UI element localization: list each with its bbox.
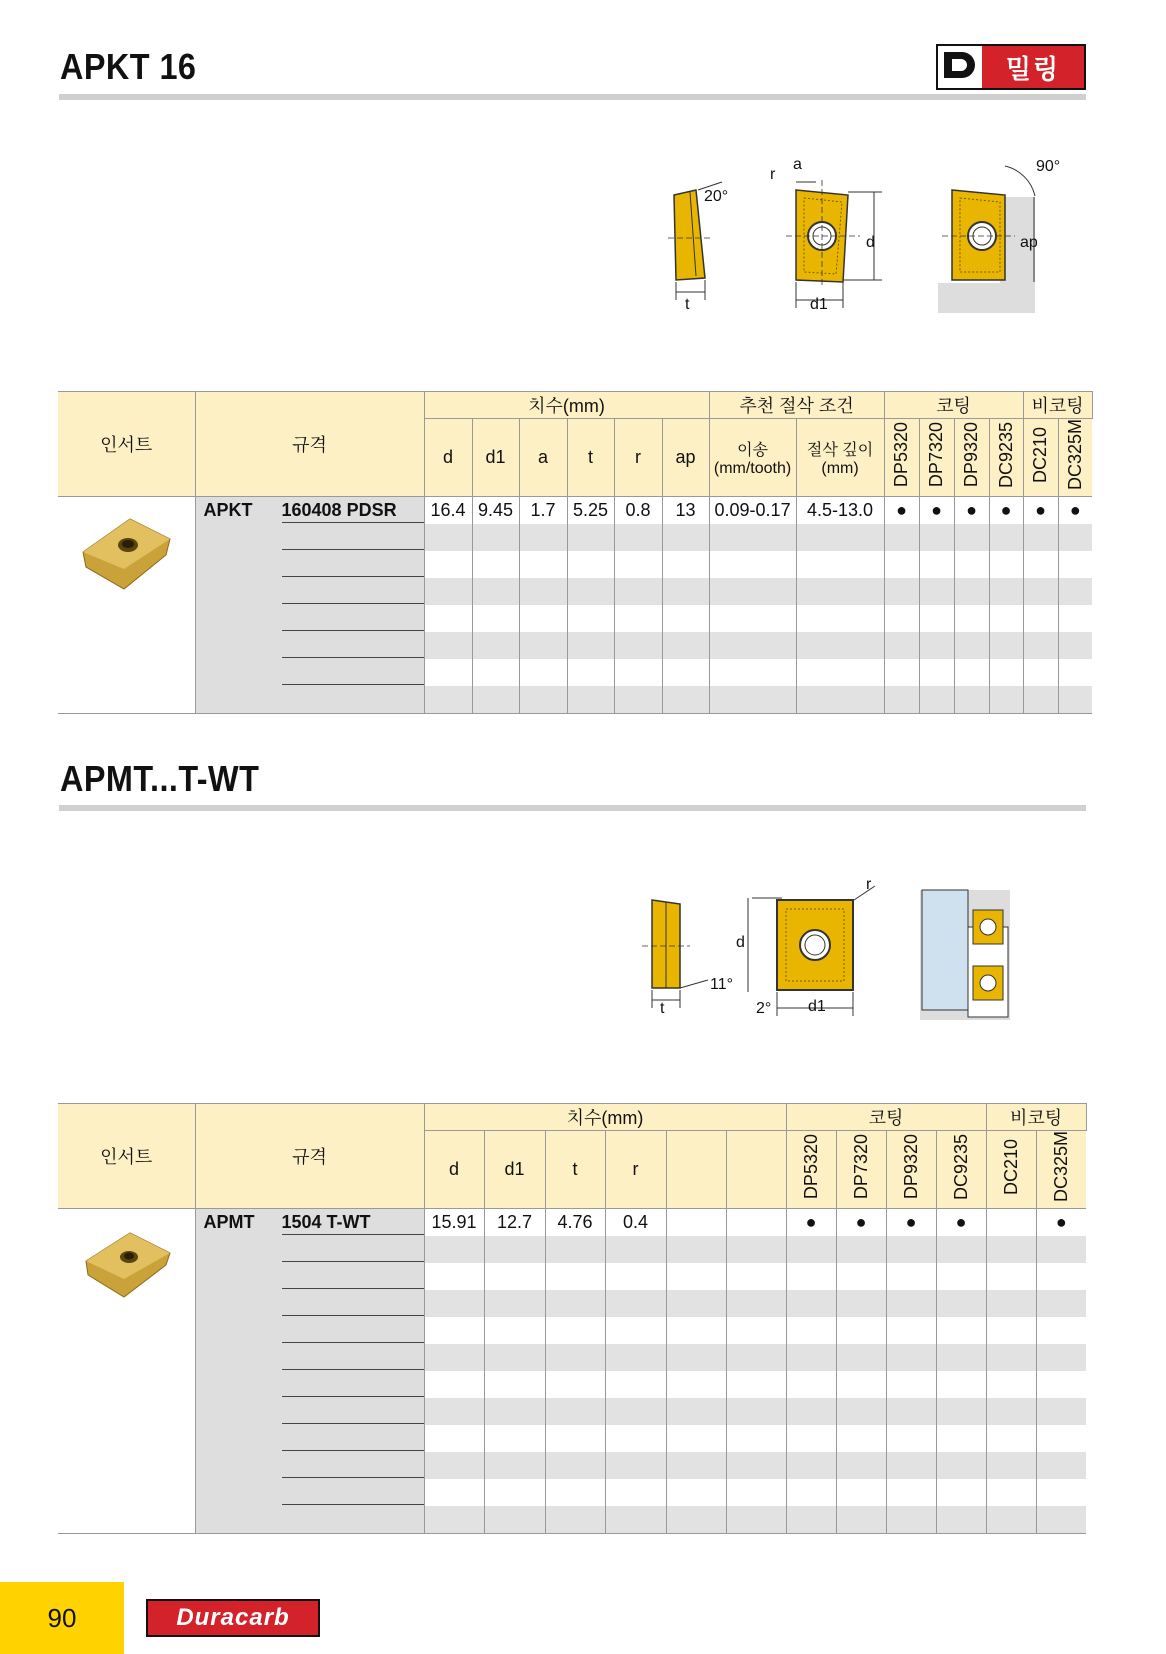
value-t: 5.25 <box>567 497 614 525</box>
page-number: 90 <box>0 1582 124 1654</box>
grade-dc210: DC210 <box>1030 426 1051 484</box>
apmt-header-dimensions: 치수(mm) <box>424 1104 786 1131</box>
label-d1: d1 <box>810 296 828 313</box>
apmt-avail-dc9235: ● <box>936 1209 986 1237</box>
header-depth <box>796 419 884 497</box>
apmt-grade-dc210: DC210 <box>1000 1138 1021 1196</box>
grade-dp5320: DP5320 <box>891 422 912 488</box>
apmt-insert-image-cell <box>58 1209 195 1534</box>
header-cutting-conditions: 추천 절삭 조건 <box>709 392 884 419</box>
apkt-insert-photo <box>58 497 195 597</box>
header-coated: 코팅 <box>884 392 1023 419</box>
header-feed <box>709 419 796 497</box>
avail-dp7320: ● <box>919 497 954 525</box>
spec-cell <box>195 497 424 714</box>
header-dim-t: t <box>567 419 614 497</box>
label-r: r <box>770 166 776 183</box>
value-d: 16.4 <box>424 497 472 525</box>
apmt-value-d: 15.91 <box>424 1209 484 1237</box>
apmt-header-dim-d: d <box>424 1131 484 1209</box>
header-uncoated: 비코팅 <box>1023 392 1092 419</box>
apmt-header-insert: 인서트 <box>58 1104 195 1209</box>
apmt-value-t: 4.76 <box>545 1209 605 1237</box>
apmt-header-dim-t: t <box>545 1131 605 1209</box>
apmt-avail-dc210 <box>986 1209 1036 1237</box>
label-d: d <box>866 234 875 251</box>
grade-dp7320: DP7320 <box>926 422 947 488</box>
brand-logo <box>936 44 1086 90</box>
value-ap: 13 <box>662 497 709 525</box>
header-dim-a: a <box>519 419 567 497</box>
brand-logo-text: 밀링 <box>982 46 1084 88</box>
apmt-value-d1: 12.7 <box>484 1209 545 1237</box>
apmt-header-coated: 코팅 <box>786 1104 986 1131</box>
header-dim-d1: d1 <box>472 419 519 497</box>
apmt-grade-dp5320: DP5320 <box>800 1134 821 1200</box>
header-dim-r: r <box>614 419 662 497</box>
apmt-avail-dp9320: ● <box>886 1209 936 1237</box>
apmt-grade-dp9320: DP9320 <box>900 1134 921 1200</box>
insert-image-cell <box>58 497 195 714</box>
header-dimensions: 치수(mm) <box>424 392 709 419</box>
value-a: 1.7 <box>519 497 567 525</box>
apmt-spec-cell <box>195 1209 424 1534</box>
spec-prefix: APKT <box>203 500 253 520</box>
header-dim-ap: ap <box>662 419 709 497</box>
value-feed: 0.09-0.17 <box>709 497 796 525</box>
apmt-header-dim-r: r <box>605 1131 666 1209</box>
grade-dp9320: DP9320 <box>961 422 982 488</box>
avail-dc9235: ● <box>989 497 1023 525</box>
apmt-grade-dc325m: DC325M <box>1050 1131 1071 1203</box>
value-d1: 9.45 <box>472 497 519 525</box>
apmt-header-dim-d1: d1 <box>484 1131 545 1209</box>
grade-dc325m: DC325M <box>1064 419 1085 491</box>
section2-rule <box>59 805 1086 811</box>
avail-dc325m: ● <box>1069 500 1081 520</box>
apmt-spec-table <box>58 1103 1087 1534</box>
apkt-spec-table <box>58 391 1093 714</box>
label-angle-11: 11° <box>710 976 734 993</box>
apmt-insert-photo <box>58 1209 195 1309</box>
apmt-avail-dc325m: ● <box>1055 1212 1067 1232</box>
label-ap: ap <box>1020 234 1038 251</box>
apmt-avail-dp5320: ● <box>786 1209 836 1237</box>
table-row <box>58 497 1092 525</box>
apmt-grade-dc9235: DC9235 <box>950 1133 971 1201</box>
header-depth-unit: (mm) <box>821 460 859 477</box>
apmt-header-spec: 규격 <box>195 1104 424 1209</box>
value-depth: 4.5-13.0 <box>796 497 884 525</box>
apmt-insert-diagram <box>640 872 1060 1032</box>
apmt-header-uncoated: 비코팅 <box>986 1104 1086 1131</box>
apmt-value-r: 0.4 <box>605 1209 666 1237</box>
apmt-avail-dp7320: ● <box>836 1209 886 1237</box>
label-a: a <box>793 156 802 173</box>
grade-dc9235: DC9235 <box>995 421 1016 489</box>
table-row <box>58 1209 1086 1237</box>
apmt-spec-code: 1504 T-WT <box>282 1209 424 1235</box>
brand-d-icon <box>938 46 982 88</box>
avail-dp9320: ● <box>954 497 989 525</box>
duracarb-logo: Duracarb <box>146 1599 320 1637</box>
label-apmt-r: r <box>866 876 872 893</box>
header-feed-unit: (mm/tooth) <box>713 460 792 477</box>
value-r: 0.8 <box>614 497 662 525</box>
avail-dp5320: ● <box>884 497 919 525</box>
section1-rule <box>59 94 1086 100</box>
label-apmt-d1: d1 <box>808 998 826 1015</box>
label-angle-20: 20° <box>704 188 729 205</box>
label-apmt-t: t <box>660 1000 665 1017</box>
avail-dc210: ● <box>1023 497 1058 525</box>
header-insert: 인서트 <box>58 392 195 497</box>
label-angle-90: 90° <box>1036 158 1061 175</box>
label-t: t <box>685 296 690 313</box>
header-depth-label: 절삭 깊이 <box>806 442 874 459</box>
header-feed-label: 이송 <box>737 442 768 459</box>
section2-title: APMT...T-WT <box>60 758 260 799</box>
spec-code: 160408 PDSR <box>282 497 424 523</box>
label-apmt-d: d <box>736 934 745 951</box>
header-dim-d: d <box>424 419 472 497</box>
apmt-spec-prefix: APMT <box>203 1212 255 1232</box>
apmt-grade-dp7320: DP7320 <box>850 1134 871 1200</box>
section1-title: APKT 16 <box>60 46 197 87</box>
header-spec: 규격 <box>195 392 424 497</box>
label-angle-2: 2° <box>756 1000 772 1017</box>
